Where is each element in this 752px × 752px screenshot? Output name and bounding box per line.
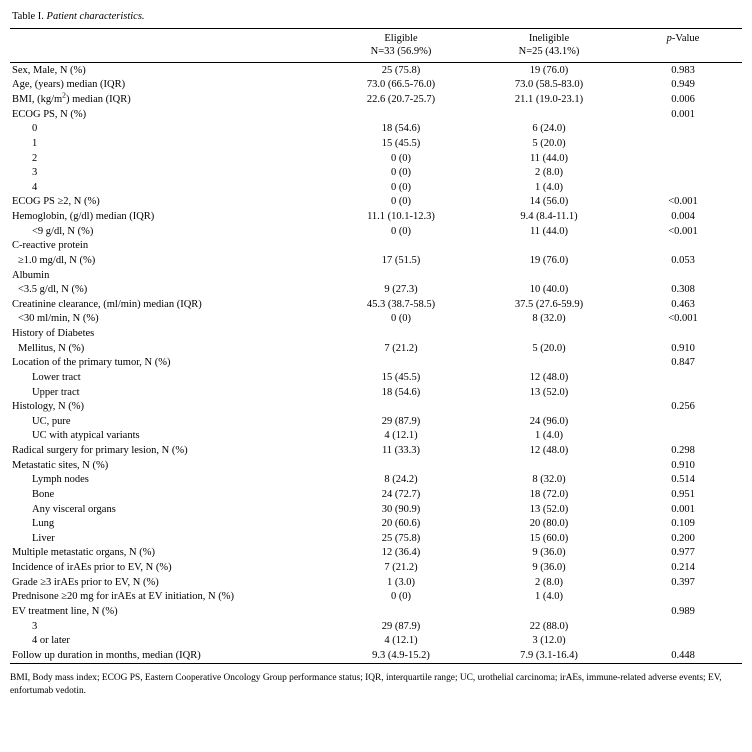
cell-pvalue: <0.001	[668, 196, 698, 208]
table-row	[10, 546, 742, 561]
row-label: Sex, Male, N (%)	[12, 64, 86, 76]
cell-ineligible	[474, 239, 624, 254]
cell-pvalue	[624, 268, 742, 283]
cell-eligible: 18 (54.6)	[381, 123, 421, 135]
cell-eligible	[328, 458, 474, 473]
table-row	[10, 93, 742, 108]
cell-ineligible	[474, 458, 624, 473]
table-row	[10, 619, 742, 634]
cell-ineligible: 9 (36.0)	[532, 562, 566, 574]
table-body	[10, 63, 742, 664]
row-label: ≥1.0 mg/dl, N (%)	[18, 254, 96, 266]
cell-ineligible: 8 (32.0)	[532, 474, 566, 486]
cell-pvalue	[624, 590, 742, 605]
cell-eligible: 24 (72.7)	[381, 488, 421, 500]
cell-pvalue: 0.001	[671, 503, 695, 515]
row-label: Any visceral organs	[32, 503, 116, 515]
cell-pvalue	[624, 634, 742, 649]
row-label: EV treatment line, N (%)	[12, 605, 118, 617]
table-row	[10, 195, 742, 210]
row-label: 3	[32, 167, 38, 179]
row-label: 3	[32, 620, 38, 632]
header-cell-pvalue	[624, 29, 742, 63]
cell-pvalue: 0.847	[671, 357, 695, 369]
row-label: 1	[32, 137, 38, 149]
table-footnote: BMI, Body mass index; ECOG PS, Eastern Cooperative Oncology Group performance status; IQR, interquartile range; UC, urothelial carcinoma; irAEs, immune-related adverse events; EV, enfortumab vedotin.	[10, 672, 722, 696]
table-row	[10, 136, 742, 151]
cell-pvalue	[624, 327, 742, 342]
table-row	[10, 444, 742, 459]
row-label: History of Diabetes	[12, 328, 95, 340]
cell-ineligible: 13 (52.0)	[529, 386, 569, 398]
cell-pvalue: 0.109	[671, 518, 695, 530]
cell-ineligible: 15 (60.0)	[529, 532, 569, 544]
cell-pvalue: <0.001	[668, 225, 698, 237]
row-label: 4	[32, 181, 38, 193]
table-row	[10, 487, 742, 502]
cell-eligible: 15 (45.5)	[381, 137, 421, 149]
table-row	[10, 502, 742, 517]
table-row	[10, 297, 742, 312]
cell-eligible: 29 (87.9)	[381, 620, 421, 632]
cell-ineligible: 73.0 (58.5-83.0)	[514, 79, 584, 91]
cell-pvalue: 0.949	[671, 79, 695, 91]
row-label: Liver	[32, 532, 55, 544]
cell-eligible: 12 (36.4)	[381, 547, 421, 559]
cell-ineligible: 19 (76.0)	[529, 254, 569, 266]
row-label: 4 or later	[32, 635, 70, 647]
row-label: 2	[32, 152, 38, 164]
table-caption-text: Patient characteristics.	[46, 11, 145, 22]
row-label: Histology, N (%)	[12, 401, 84, 413]
table-row	[10, 517, 742, 532]
row-label: Creatinine clearance, (ml/min) median (IQR)	[12, 298, 202, 310]
cell-ineligible: 5 (20.0)	[532, 342, 566, 354]
cell-pvalue: 0.983	[671, 64, 695, 76]
row-label: Lymph nodes	[32, 474, 89, 486]
cell-pvalue: 0.514	[671, 474, 695, 486]
cell-eligible	[328, 327, 474, 342]
cell-ineligible: 6 (24.0)	[532, 123, 566, 135]
cell-pvalue	[624, 136, 742, 151]
cell-eligible: 25 (75.8)	[381, 532, 421, 544]
table-row	[10, 575, 742, 590]
cell-eligible: 0 (0)	[390, 167, 412, 179]
cell-pvalue: 0.298	[671, 445, 695, 457]
cell-eligible: 0 (0)	[390, 225, 412, 237]
cell-eligible: 7 (21.2)	[384, 342, 418, 354]
cell-eligible: 25 (75.8)	[381, 64, 421, 76]
table-row	[10, 283, 742, 298]
cell-eligible	[328, 400, 474, 415]
cell-ineligible: 11 (44.0)	[529, 152, 569, 164]
cell-pvalue: 0.006	[671, 94, 695, 106]
row-label: Radical surgery for primary lesion, N (%)	[12, 445, 188, 457]
cell-pvalue	[624, 151, 742, 166]
cell-ineligible	[474, 356, 624, 371]
cell-pvalue: 0.910	[671, 459, 695, 471]
row-label: Location of the primary tumor, N (%)	[12, 357, 171, 369]
table-row	[10, 400, 742, 415]
cell-pvalue	[624, 239, 742, 254]
table-row	[10, 107, 742, 122]
cell-pvalue	[624, 414, 742, 429]
cell-pvalue: 0.256	[671, 401, 695, 413]
cell-ineligible: 21.1 (19.0-23.1)	[514, 94, 584, 106]
patient-characteristics-table	[10, 28, 742, 664]
cell-ineligible	[474, 400, 624, 415]
row-label: Multiple metastatic organs, N (%)	[12, 547, 155, 559]
table-row	[10, 239, 742, 254]
cell-ineligible: 2 (8.0)	[535, 167, 563, 179]
header-pvalue-line1: p-Value	[666, 33, 700, 44]
row-label: Hemoglobin, (g/dl) median (IQR)	[12, 211, 155, 223]
table-row	[10, 531, 742, 546]
row-label: UC, pure	[32, 415, 71, 427]
table-row	[10, 63, 742, 78]
cell-ineligible	[474, 268, 624, 283]
cell-ineligible	[474, 327, 624, 342]
table-row	[10, 634, 742, 649]
cell-ineligible: 12 (48.0)	[529, 445, 569, 457]
table-row	[10, 151, 742, 166]
cell-eligible: 73.0 (66.5-76.0)	[366, 79, 436, 91]
cell-eligible	[328, 356, 474, 371]
table-row	[10, 166, 742, 181]
cell-eligible: 15 (45.5)	[381, 371, 421, 383]
cell-ineligible: 37.5 (27.6-59.9)	[514, 298, 584, 310]
table-caption-label: Table I.	[12, 11, 44, 22]
cell-eligible: 20 (60.6)	[381, 518, 421, 530]
cell-ineligible: 3 (12.0)	[532, 635, 566, 647]
table-row	[10, 473, 742, 488]
row-label: ECOG PS ≥2, N (%)	[12, 196, 100, 208]
cell-eligible	[328, 268, 474, 283]
row-label: 0	[32, 123, 38, 135]
row-label: ECOG PS, N (%)	[12, 108, 87, 120]
table-row	[10, 78, 742, 93]
cell-ineligible: 20 (80.0)	[529, 518, 569, 530]
row-label: <9 g/dl, N (%)	[32, 225, 94, 237]
cell-pvalue: 0.448	[624, 648, 742, 663]
table-row	[10, 590, 742, 605]
row-label: UC with atypical variants	[32, 430, 140, 442]
cell-ineligible: 1 (4.0)	[535, 430, 563, 442]
cell-eligible: 0 (0)	[390, 152, 412, 164]
row-label: Mellitus, N (%)	[18, 342, 85, 354]
cell-eligible: 7 (21.2)	[384, 562, 418, 574]
row-label: Prednisone ≥20 mg for irAEs at EV initiation, N (%)	[12, 591, 234, 603]
cell-eligible: 11 (33.3)	[381, 445, 421, 457]
table-row	[10, 210, 742, 225]
cell-pvalue: 0.989	[671, 605, 695, 617]
cell-eligible: 29 (87.9)	[381, 415, 421, 427]
cell-eligible: 9 (27.3)	[384, 284, 418, 296]
cell-pvalue: 0.053	[671, 254, 695, 266]
row-label: Albumin	[12, 269, 50, 281]
cell-ineligible: 8 (32.0)	[532, 313, 566, 325]
row-label: Lower tract	[32, 371, 81, 383]
cell-eligible: 30 (90.9)	[381, 503, 421, 515]
cell-eligible	[328, 239, 474, 254]
table-row	[10, 341, 742, 356]
cell-pvalue	[624, 385, 742, 400]
cell-pvalue: 0.397	[671, 576, 695, 588]
row-label: Upper tract	[32, 386, 80, 398]
cell-pvalue: 0.214	[671, 562, 695, 574]
cell-ineligible: 9 (36.0)	[532, 547, 566, 559]
cell-ineligible: 12 (48.0)	[529, 371, 569, 383]
table-row	[10, 370, 742, 385]
cell-eligible: 18 (54.6)	[381, 386, 421, 398]
cell-eligible	[328, 604, 474, 619]
cell-ineligible: 24 (96.0)	[529, 415, 569, 427]
header-eligible-line1: Eligible	[384, 33, 418, 44]
table-header-row	[10, 29, 742, 63]
table-row	[10, 458, 742, 473]
row-label: Age, (years) median (IQR)	[12, 79, 126, 91]
cell-pvalue: 0.977	[671, 547, 695, 559]
row-label: Follow up duration in months, median (IQR)	[10, 648, 328, 663]
row-label: BMI, $(kg/m^2)$ median (IQR)	[12, 90, 131, 106]
row-label: Lung	[32, 518, 55, 530]
cell-pvalue: 0.001	[671, 108, 695, 120]
cell-eligible: 0 (0)	[390, 196, 412, 208]
cell-pvalue	[624, 122, 742, 137]
cell-ineligible: 22 (88.0)	[529, 620, 569, 632]
table-row	[10, 122, 742, 137]
table-row	[10, 268, 742, 283]
table-row	[10, 312, 742, 327]
table-row	[10, 253, 742, 268]
table-row	[10, 224, 742, 239]
cell-pvalue: 0.910	[671, 342, 695, 354]
cell-ineligible: 19 (76.0)	[529, 64, 569, 76]
cell-ineligible: 5 (20.0)	[532, 137, 566, 149]
cell-pvalue: 0.004	[671, 211, 695, 223]
cell-pvalue	[624, 370, 742, 385]
cell-eligible: 0 (0)	[390, 313, 412, 325]
cell-ineligible: 7.9 (3.1-16.4)	[474, 648, 624, 663]
header-cell-ineligible	[474, 29, 624, 63]
header-ineligible-line1: Ineligible	[528, 33, 570, 44]
table-row	[10, 180, 742, 195]
table-row	[10, 356, 742, 371]
cell-pvalue	[624, 166, 742, 181]
table-caption	[12, 11, 742, 22]
header-ineligible-line2: N=25 (43.1%)	[518, 46, 580, 58]
row-label: Metastatic sites, N (%)	[12, 459, 109, 471]
cell-eligible: 11.1 (10.1-12.3)	[367, 211, 435, 223]
cell-pvalue: 0.951	[671, 488, 695, 500]
row-label: <30 ml/min, N (%)	[18, 313, 99, 325]
cell-eligible: 4 (12.1)	[384, 430, 418, 442]
cell-pvalue: 0.200	[671, 532, 695, 544]
table-row	[10, 414, 742, 429]
header-cell-characteristic	[10, 29, 328, 63]
table-head	[10, 29, 742, 63]
cell-eligible: 0 (0)	[390, 591, 412, 603]
cell-eligible: 8 (24.2)	[384, 474, 418, 486]
cell-ineligible: 1 (4.0)	[535, 181, 563, 193]
table-row	[10, 327, 742, 342]
table-row	[10, 561, 742, 576]
table-row	[10, 429, 742, 444]
cell-ineligible: 11 (44.0)	[529, 225, 569, 237]
cell-eligible: 22.6 (20.7-25.7)	[366, 94, 436, 106]
cell-eligible: 17 (51.5)	[381, 254, 421, 266]
cell-ineligible: 9.4 (8.4-11.1)	[520, 211, 578, 223]
cell-pvalue	[624, 619, 742, 634]
cell-ineligible	[474, 604, 624, 619]
cell-eligible	[328, 107, 474, 122]
cell-pvalue: 0.308	[671, 284, 695, 296]
cell-ineligible	[474, 107, 624, 122]
cell-pvalue	[624, 429, 742, 444]
cell-eligible: 4 (12.1)	[384, 635, 418, 647]
table-row	[10, 385, 742, 400]
cell-ineligible: 10 (40.0)	[529, 284, 569, 296]
row-label: C-reactive protein	[12, 240, 89, 252]
cell-ineligible: 2 (8.0)	[535, 576, 563, 588]
row-label: Incidence of irAEs prior to EV, N (%)	[12, 562, 172, 574]
row-label: <3.5 g/dl, N (%)	[18, 284, 88, 296]
cell-eligible: 45.3 (38.7-58.5)	[366, 298, 436, 310]
cell-pvalue	[624, 180, 742, 195]
table-row	[10, 648, 742, 663]
cell-ineligible: 1 (4.0)	[535, 591, 563, 603]
cell-eligible: 9.3 (4.9-15.2)	[328, 648, 474, 663]
cell-eligible: 0 (0)	[390, 181, 412, 193]
cell-pvalue: 0.463	[671, 298, 695, 310]
header-eligible-line2: N=33 (56.9%)	[370, 46, 432, 58]
cell-eligible: 1 (3.0)	[387, 576, 415, 588]
table-row	[10, 604, 742, 619]
header-cell-eligible	[328, 29, 474, 63]
cell-ineligible: 18 (72.0)	[529, 488, 569, 500]
row-label: Bone	[32, 488, 55, 500]
row-label: Grade ≥3 irAEs prior to EV, N (%)	[12, 576, 159, 588]
cell-pvalue: <0.001	[668, 313, 698, 325]
cell-ineligible: 13 (52.0)	[529, 503, 569, 515]
cell-ineligible: 14 (56.0)	[529, 196, 569, 208]
